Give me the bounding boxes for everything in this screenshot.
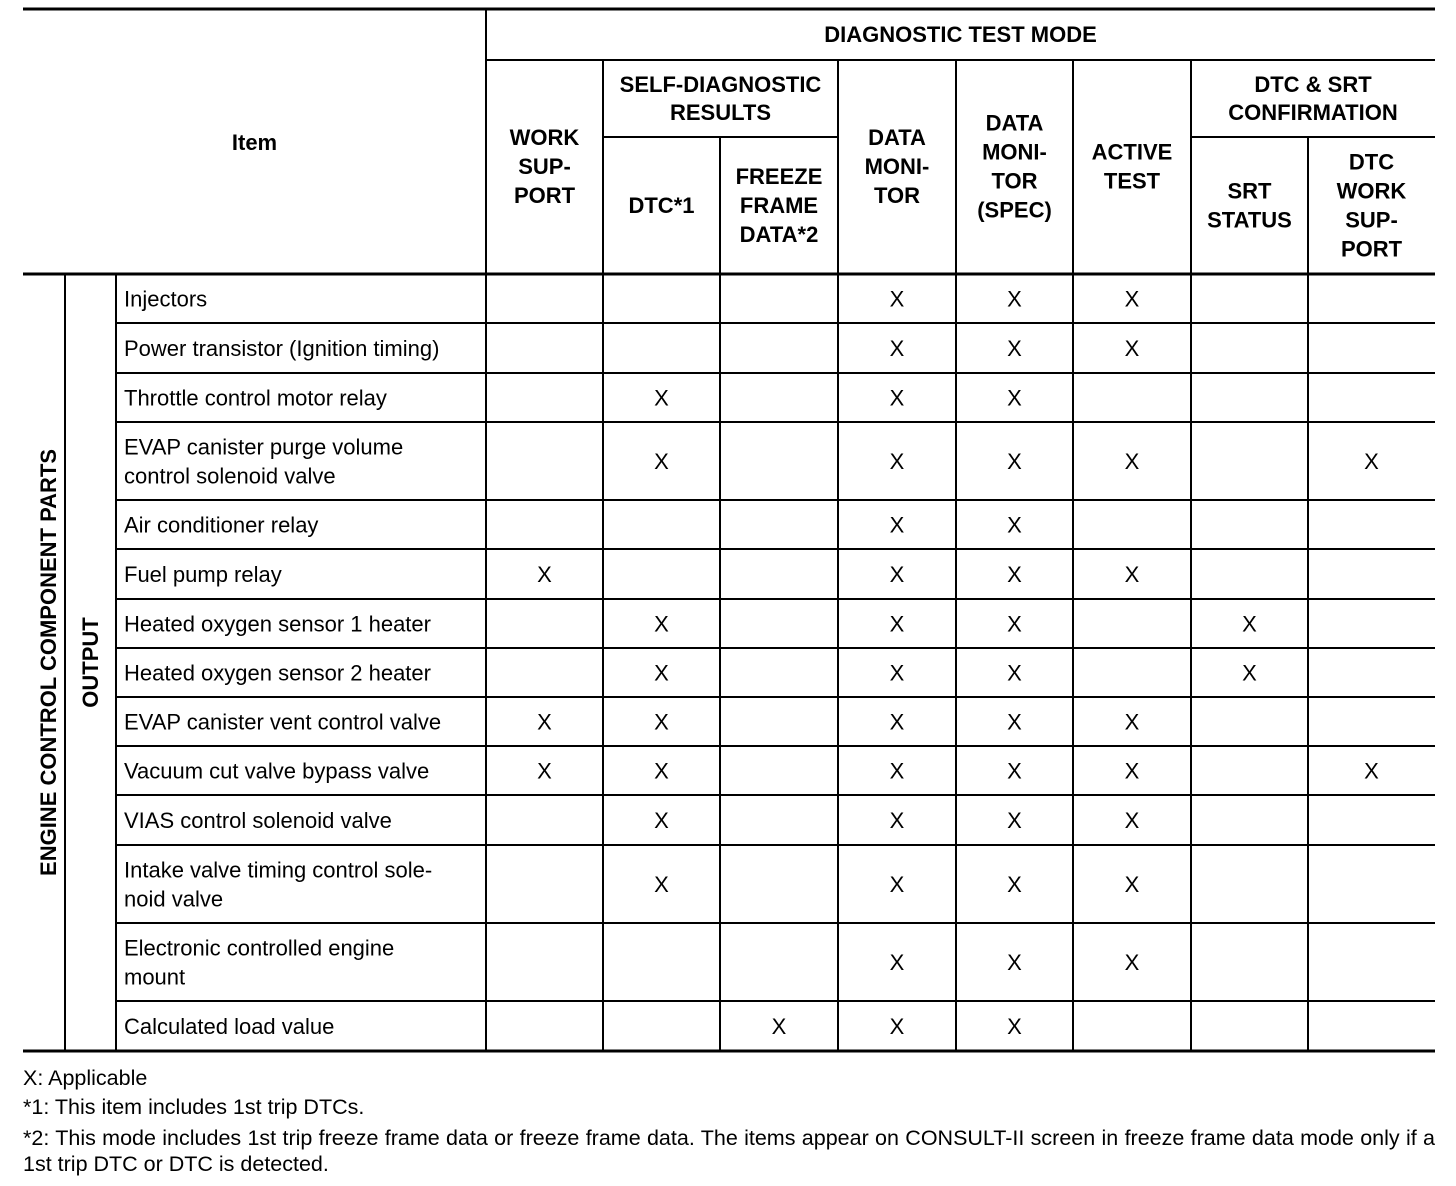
- applicable-mark: X: [889, 449, 905, 474]
- data-monitor-spec-header-line: (SPEC): [977, 197, 1052, 223]
- freeze-frame-data-header-line: FRAME: [739, 193, 819, 218]
- work-support-header-line: WORK: [509, 125, 580, 150]
- applicable-mark: X: [1007, 950, 1022, 975]
- row-group-labels: [36, 449, 103, 876]
- table-row: [124, 562, 1140, 587]
- item-header: [232, 130, 277, 155]
- applicable-mark: X: [1007, 660, 1022, 686]
- data-monitor-spec-header-line: TOR: [991, 168, 1038, 194]
- applicable-mark: X: [1007, 758, 1022, 784]
- data-monitor-header-line: TOR: [873, 183, 921, 208]
- item-name-line: EVAP canister purge volume: [124, 434, 404, 460]
- applicable-mark: X: [1007, 562, 1022, 587]
- applicable-mark: X: [1364, 449, 1379, 474]
- diagnostic-test-mode-header: [824, 22, 1097, 47]
- dtc-srt-confirmation-header: [1228, 72, 1397, 125]
- applicable-mark: X: [654, 758, 669, 784]
- table-row: [124, 386, 1022, 411]
- applicable-mark: X: [889, 950, 905, 975]
- dtc-srt-confirmation-header-line: DTC & SRT: [1254, 72, 1372, 97]
- applicable-mark: X: [1007, 385, 1022, 411]
- dtc-work-support-header-line: SUP-: [1345, 207, 1398, 233]
- applicable-mark: X: [1242, 660, 1257, 686]
- table-row: [124, 287, 1140, 312]
- applicable-mark: X: [889, 611, 905, 637]
- self-diagnostic-results-header: [620, 72, 822, 125]
- srt-status-header-line: SRT: [1227, 178, 1272, 204]
- dtc-work-support-header-line: PORT: [1340, 236, 1403, 262]
- item-name-line: Injectors: [124, 286, 208, 312]
- table-row: [124, 710, 1140, 735]
- applicable-mark: X: [1364, 758, 1379, 784]
- item-name: [124, 1014, 334, 1039]
- item-name: [124, 759, 429, 784]
- freeze-frame-data-header: [736, 164, 823, 247]
- item-name-line: control solenoid valve: [124, 463, 336, 489]
- table-row: [124, 808, 1140, 833]
- work-support-header-line: PORT: [513, 183, 576, 208]
- applicable-mark: X: [889, 385, 905, 411]
- item-name-line: mount: [124, 964, 186, 990]
- applicable-mark: X: [654, 709, 669, 735]
- table-header: [232, 22, 1407, 262]
- item-name-line: Throttle control motor relay: [124, 385, 387, 411]
- applicable-mark: X: [537, 562, 552, 587]
- table-notes: [23, 1064, 1435, 1177]
- footnote-2: *2: This mode includes 1st trip freeze frame data or freeze frame data. The items appear on CONSULT-II screen in freeze frame data mode only if a 1st trip DTC or DTC is detected.: [23, 1126, 1435, 1176]
- item-name-line: VIAS control solenoid valve: [124, 808, 392, 833]
- applicable-mark: X: [654, 611, 669, 637]
- item-name-line: Heated oxygen sensor 1 heater: [124, 611, 431, 637]
- item-name: [124, 661, 431, 686]
- applicable-mark: X: [1007, 449, 1022, 474]
- applicable-mark: X: [1124, 758, 1140, 784]
- table-row: [124, 1014, 1022, 1039]
- applicable-mark: X: [889, 336, 905, 361]
- applicable-mark: X: [1124, 950, 1140, 975]
- item-name: [124, 858, 432, 912]
- applicable-mark: X: [889, 562, 905, 587]
- item-name: [124, 710, 441, 735]
- item-name: [124, 336, 439, 361]
- applicable-mark: X: [889, 660, 905, 686]
- data-monitor-header-line: MONI-: [864, 154, 930, 179]
- applicable-mark: X: [654, 872, 669, 897]
- applicable-mark: X: [889, 512, 905, 538]
- srt-status-header: [1207, 179, 1292, 233]
- srt-status-header-line: STATUS: [1207, 207, 1292, 233]
- item-name: [124, 612, 431, 637]
- applicable-mark: X: [537, 709, 552, 735]
- applicable-mark: X: [771, 1014, 787, 1039]
- footnote-1: *1: This item includes 1st trip DTCs.: [23, 1095, 365, 1119]
- item-name-line: Power transistor (Ignition timing): [124, 336, 440, 361]
- applicable-mark: X: [1124, 449, 1140, 474]
- applicable-mark: X: [1007, 872, 1022, 897]
- applicable-mark: X: [1007, 808, 1022, 833]
- dtc-srt-confirmation-header-line: CONFIRMATION: [1228, 100, 1398, 125]
- item-name-line: Fuel pump relay: [124, 562, 282, 587]
- table-row: [124, 936, 1140, 990]
- applicable-mark: X: [537, 758, 552, 784]
- applicable-mark: X: [1007, 512, 1022, 538]
- engine-control-component-parts-label: ENGINE CONTROL COMPONENT PARTS: [36, 449, 61, 876]
- applicable-mark: X: [1007, 709, 1022, 735]
- table-row: [124, 336, 1140, 361]
- applicable-mark: X: [654, 449, 669, 474]
- applicable-mark: X: [1124, 872, 1140, 897]
- item-name-line: EVAP canister vent control valve: [124, 709, 442, 735]
- applicable-mark: X: [889, 758, 905, 784]
- item-name-line: Intake valve timing control sole-: [124, 857, 433, 883]
- applicable-mark: X: [1007, 1014, 1022, 1039]
- table-row: [124, 858, 1140, 912]
- applicable-mark: X: [1242, 611, 1257, 637]
- item-name-line: Electronic controlled engine: [124, 935, 395, 961]
- applicable-mark: X: [1124, 286, 1140, 312]
- item-name: [124, 562, 282, 587]
- item-name-line: Air conditioner relay: [124, 512, 319, 538]
- data-monitor-header-line: DATA: [868, 125, 926, 150]
- table-row: [124, 661, 1257, 686]
- legend-note: X: Applicable: [23, 1066, 148, 1090]
- item-name: [124, 435, 403, 489]
- output-label: OUTPUT: [78, 617, 103, 708]
- applicable-mark: X: [1124, 562, 1140, 587]
- dtc-header: [628, 193, 694, 218]
- applicable-mark: X: [1007, 286, 1022, 312]
- table-row: [124, 612, 1257, 637]
- item-name-line: Vacuum cut valve bypass valve: [124, 758, 430, 784]
- self-diagnostic-results-header-line: SELF-DIAGNOSTIC: [619, 72, 822, 97]
- applicable-mark: X: [1124, 336, 1140, 361]
- data-monitor-spec-header-line: DATA: [985, 110, 1044, 136]
- applicable-mark: X: [889, 286, 905, 312]
- applicable-mark: X: [654, 385, 669, 411]
- dtc-work-support-header: [1337, 150, 1407, 262]
- data-monitor-spec-header-line: MONI-: [982, 139, 1047, 165]
- applicable-mark: X: [889, 808, 905, 833]
- work-support-header-line: SUP-: [518, 154, 571, 179]
- item-name-line: noid valve: [124, 886, 224, 912]
- item-name: [124, 386, 387, 411]
- active-test-header-line: ACTIVE: [1091, 139, 1173, 165]
- applicable-mark: X: [889, 872, 905, 897]
- item-header-line: Item: [231, 130, 278, 155]
- applicable-mark: X: [889, 709, 905, 735]
- data-monitor-spec-header: [977, 111, 1052, 223]
- diagnostic-test-mode-header-line: DIAGNOSTIC TEST MODE: [824, 22, 1097, 47]
- applicable-mark: X: [889, 1014, 905, 1039]
- applicable-mark: X: [1007, 336, 1022, 361]
- applicable-mark: X: [1007, 611, 1022, 637]
- item-name: [124, 513, 318, 538]
- freeze-frame-data-header-line: DATA*2: [739, 222, 819, 247]
- dtc-header-line: DTC*1: [628, 193, 695, 218]
- item-name: [124, 287, 207, 312]
- applicable-mark: X: [654, 808, 669, 833]
- table-row: [124, 513, 1022, 538]
- work-support-header: [510, 125, 580, 208]
- item-name-line: Calculated load value: [124, 1014, 335, 1039]
- dtc-work-support-header-line: DTC: [1348, 149, 1395, 175]
- dtc-work-support-header-line: WORK: [1336, 178, 1407, 204]
- freeze-frame-data-header-line: FREEZE: [735, 164, 823, 189]
- applicable-mark: X: [1124, 808, 1140, 833]
- item-name: [124, 936, 394, 990]
- applicable-mark: X: [1124, 709, 1140, 735]
- applicable-mark: X: [654, 660, 669, 686]
- item-name-line: Heated oxygen sensor 2 heater: [124, 660, 431, 686]
- active-test-header: [1092, 140, 1173, 194]
- data-monitor-header: [865, 125, 930, 208]
- self-diagnostic-results-header-line: RESULTS: [669, 100, 772, 125]
- active-test-header-line: TEST: [1103, 168, 1161, 194]
- item-name: [124, 808, 392, 833]
